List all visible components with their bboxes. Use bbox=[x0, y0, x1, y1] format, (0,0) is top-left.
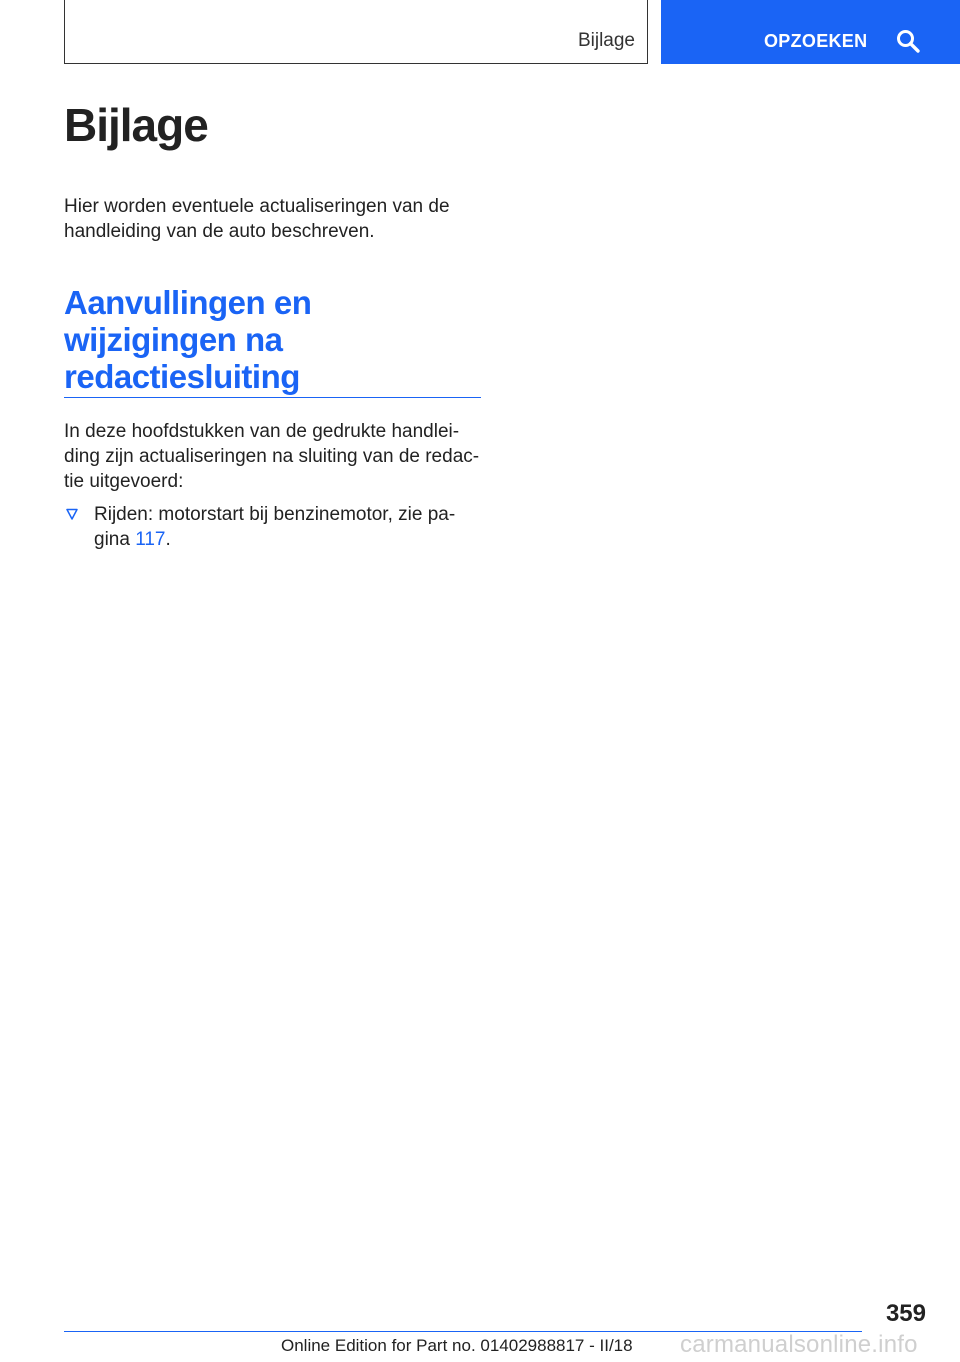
triangle-bullet-icon bbox=[66, 508, 78, 520]
section-heading-line: Aanvullingen en bbox=[64, 284, 312, 321]
section-heading-line: wijzigingen na bbox=[64, 321, 283, 358]
section-heading-line: redactiesluiting bbox=[64, 358, 300, 395]
intro-text: Hier worden eventuele actualiseringen van de handleiding van de auto beschreven. bbox=[64, 196, 450, 242]
page-number: 359 bbox=[885, 1300, 926, 1327]
body-line: In deze hoofdstukken van de gedrukte handlei- bbox=[64, 421, 460, 442]
page-title: Bijlage bbox=[64, 99, 208, 151]
section-body-text bbox=[64, 419, 484, 494]
header-bar bbox=[64, 0, 648, 64]
body-line: ding zijn actualiseringen na sluiting van de redac- bbox=[64, 446, 480, 467]
page-reference-link[interactable]: 117 bbox=[135, 529, 166, 550]
section-divider bbox=[64, 397, 481, 398]
search-tab-label: OPZOEKEN bbox=[764, 31, 868, 51]
list-item-line: Rijden: motorstart bij benzinemotor, zie pa- bbox=[94, 504, 456, 525]
search-tab[interactable] bbox=[661, 0, 960, 64]
list-item-text bbox=[94, 502, 474, 552]
footer-edition-text: Online Edition for Part no. 01402988817 - II/18 bbox=[281, 1336, 633, 1355]
list-item-prefix: gina bbox=[94, 529, 136, 550]
watermark: carmanualsonline.info bbox=[680, 1331, 918, 1358]
header-section-title: Bijlage bbox=[577, 30, 635, 51]
search-icon bbox=[895, 28, 921, 54]
section-heading bbox=[64, 284, 480, 395]
body-line: tie uitgevoerd: bbox=[64, 471, 184, 492]
list-item-suffix: . bbox=[165, 529, 171, 550]
